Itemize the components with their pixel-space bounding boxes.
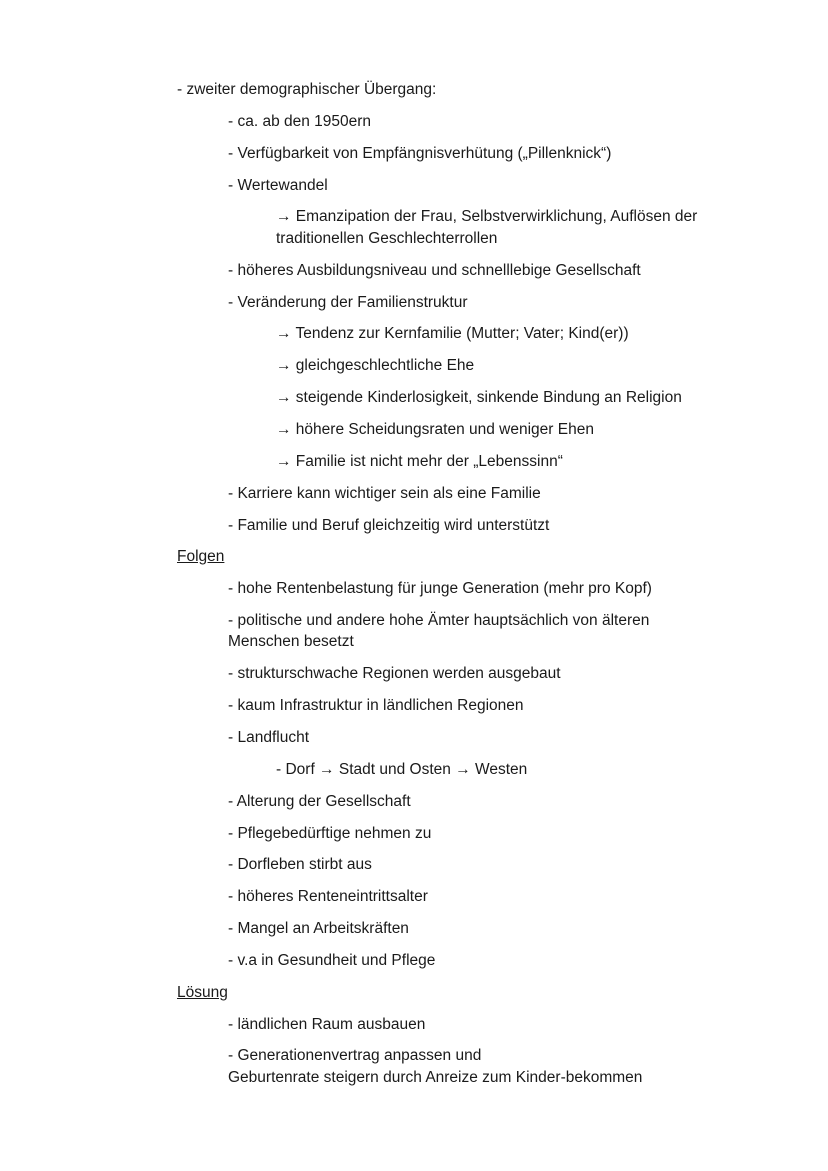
text-line: → gleichgeschlechtliche Ehe <box>276 357 475 374</box>
text-line: - Wertewandel <box>228 177 328 194</box>
section-heading: Folgen <box>177 548 225 565</box>
text-line: - Karriere kann wichtiger sein als eine Familie <box>228 485 541 502</box>
text-line: - Alterung der Gesellschaft <box>228 793 411 810</box>
text-line: - Familie und Beruf gleichzeitig wird unterstützt <box>228 517 550 534</box>
text-line: traditionellen Geschlechterrollen <box>276 230 498 247</box>
text-line: - ca. ab den 1950ern <box>228 113 372 130</box>
text-line: - ländlichen Raum ausbauen <box>228 1016 426 1033</box>
text-line: - Dorf → Stadt und Osten → Westen <box>276 761 528 778</box>
text-line: - strukturschwache Regionen werden ausgebaut <box>228 665 561 682</box>
text-line: - Verfügbarkeit von Empfängnisverhütung („Pillenknick“) <box>228 145 612 162</box>
text-line: - Pflegebedürftige nehmen zu <box>228 825 432 842</box>
section-heading: Lösung <box>177 984 228 1001</box>
text-line: - Veränderung der Familienstruktur <box>228 294 468 311</box>
text-line: - zweiter demographischer Übergang: <box>177 81 437 98</box>
text-line: - Mangel an Arbeitskräften <box>228 920 409 937</box>
text-line: Menschen besetzt <box>228 633 354 650</box>
text-line: - höheres Renteneintrittsalter <box>228 888 428 905</box>
text-line: - kaum Infrastruktur in ländlichen Regionen <box>228 697 524 714</box>
text-line: - v.a in Gesundheit und Pflege <box>228 952 436 969</box>
text-line: → Familie ist nicht mehr der „Lebenssinn“ <box>276 453 563 470</box>
text-line: - Generationenvertrag anpassen und <box>228 1047 482 1064</box>
text-line: → steigende Kinderlosigkeit, sinkende Bindung an Religion <box>276 389 682 406</box>
text-line: - politische und andere hohe Ämter hauptsächlich von älteren <box>228 612 650 629</box>
text-line: - Dorfleben stirbt aus <box>228 856 372 873</box>
text-line: → Tendenz zur Kernfamilie (Mutter; Vater; Kind(er)) <box>276 325 629 342</box>
text-line: - Landflucht <box>228 729 309 746</box>
text-line: → Emanzipation der Frau, Selbstverwirklichung, Auflösen der <box>276 208 698 225</box>
text-line: - höheres Ausbildungsniveau und schnelllebige Gesellschaft <box>228 262 641 279</box>
text-line: - hohe Rentenbelastung für junge Generation (mehr pro Kopf) <box>228 580 652 597</box>
text-line: Geburtenrate steigern durch Anreize zum Kinder-bekommen <box>228 1069 643 1086</box>
text-line: → höhere Scheidungsraten und weniger Ehen <box>276 421 594 438</box>
